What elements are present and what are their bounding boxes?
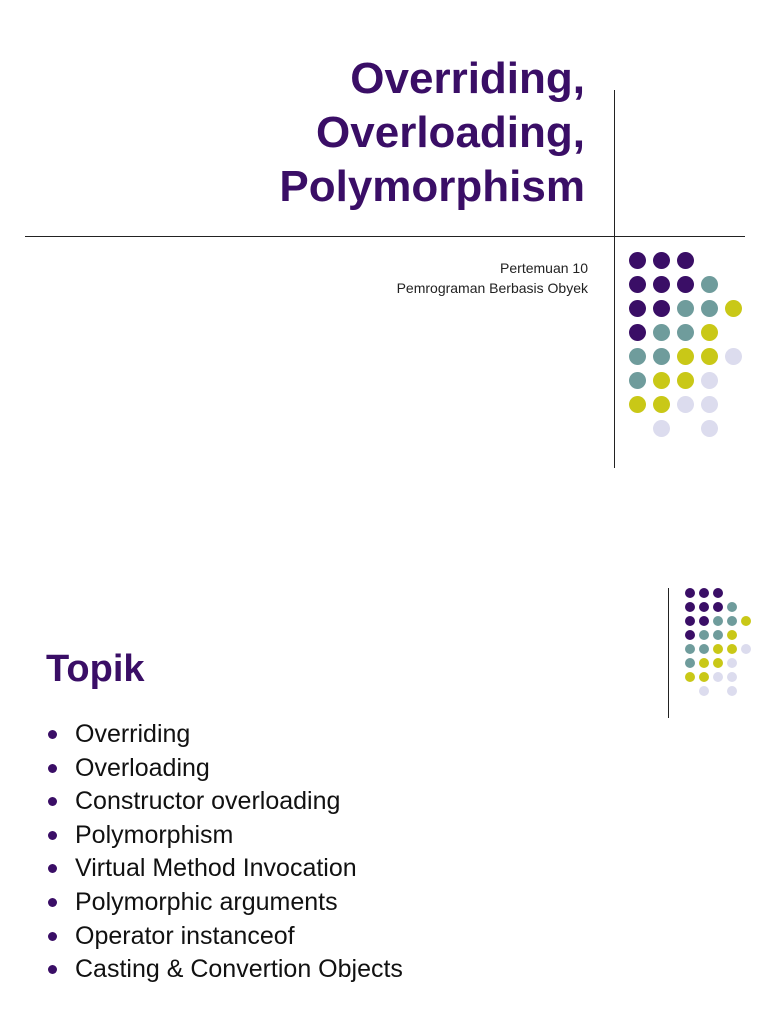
dot	[741, 616, 751, 626]
dot	[701, 324, 718, 341]
dot	[699, 602, 709, 612]
dot	[701, 420, 718, 437]
list-item	[46, 752, 403, 786]
list-item-text: Virtual Method Invocation	[75, 854, 357, 883]
dot	[677, 276, 694, 293]
dot	[685, 658, 695, 668]
vertical-divider	[668, 588, 669, 718]
list-item	[46, 852, 403, 886]
topics-heading: Topik	[46, 648, 145, 690]
vertical-divider	[614, 90, 615, 468]
dot	[713, 616, 723, 626]
dot	[727, 658, 737, 668]
dot	[629, 372, 646, 389]
dot	[727, 644, 737, 654]
dot	[677, 324, 694, 341]
dot	[653, 324, 670, 341]
topics-slide	[0, 500, 768, 1024]
bullet-icon	[48, 730, 57, 739]
dot	[685, 630, 695, 640]
dot	[629, 300, 646, 317]
dot	[699, 588, 709, 598]
bullet-icon	[48, 932, 57, 941]
dot	[629, 348, 646, 365]
bullet-icon	[48, 864, 57, 873]
list-item	[46, 718, 403, 752]
dot	[725, 300, 742, 317]
subtitle-meeting: Pertemuan 10	[500, 260, 588, 276]
dot	[677, 252, 694, 269]
bullet-icon	[48, 898, 57, 907]
dot	[677, 348, 694, 365]
title-slide	[0, 0, 768, 500]
dot	[653, 420, 670, 437]
dot	[713, 630, 723, 640]
list-item-text: Operator instanceof	[75, 921, 295, 950]
dot	[685, 588, 695, 598]
dot	[653, 396, 670, 413]
dot	[701, 276, 718, 293]
bullet-icon	[48, 965, 57, 974]
dot	[629, 252, 646, 269]
dot	[713, 644, 723, 654]
list-item-text: Polymorphic arguments	[75, 887, 338, 916]
dot	[727, 630, 737, 640]
bullet-icon	[48, 831, 57, 840]
dot	[685, 672, 695, 682]
bullet-icon	[48, 764, 57, 773]
dot	[727, 616, 737, 626]
dot	[699, 616, 709, 626]
title-line-2: Overloading,	[316, 108, 585, 157]
dot	[725, 348, 742, 365]
dot	[727, 686, 737, 696]
dot	[699, 644, 709, 654]
list-item	[46, 953, 403, 987]
title-line-1: Overriding,	[350, 54, 585, 103]
dot	[701, 372, 718, 389]
dot	[677, 372, 694, 389]
title-line-3: Polymorphism	[279, 162, 585, 211]
slide-subtitle	[188, 258, 588, 298]
dot	[699, 630, 709, 640]
dot	[727, 602, 737, 612]
slide-title	[25, 52, 585, 214]
topics-list	[46, 718, 403, 987]
dot	[653, 348, 670, 365]
list-item	[46, 785, 403, 819]
dot	[701, 396, 718, 413]
dot	[699, 672, 709, 682]
dot	[653, 252, 670, 269]
list-item-text: Constructor overloading	[75, 787, 341, 816]
dot	[713, 588, 723, 598]
dot	[727, 672, 737, 682]
dot	[701, 348, 718, 365]
dot	[701, 300, 718, 317]
dot	[713, 672, 723, 682]
list-item-text: Casting & Convertion Objects	[75, 955, 403, 984]
list-item-text: Overriding	[75, 720, 191, 748]
subtitle-course: Pemrograman Berbasis Obyek	[396, 280, 588, 296]
dot	[677, 300, 694, 317]
dot	[685, 644, 695, 654]
dot	[629, 396, 646, 413]
dot	[699, 658, 709, 668]
dot	[699, 686, 709, 696]
dot	[713, 602, 723, 612]
list-item	[46, 920, 403, 954]
dot	[629, 276, 646, 293]
list-item	[46, 819, 403, 853]
dot	[685, 602, 695, 612]
dot	[685, 616, 695, 626]
list-item-text: Overloading	[75, 753, 210, 782]
dot	[653, 372, 670, 389]
dot	[653, 300, 670, 317]
list-item	[46, 886, 403, 920]
dot	[677, 396, 694, 413]
dot	[629, 324, 646, 341]
dot	[653, 276, 670, 293]
horizontal-divider	[25, 236, 745, 237]
dot	[741, 644, 751, 654]
dot	[713, 658, 723, 668]
list-item-text: Polymorphism	[75, 820, 234, 849]
bullet-icon	[48, 797, 57, 806]
